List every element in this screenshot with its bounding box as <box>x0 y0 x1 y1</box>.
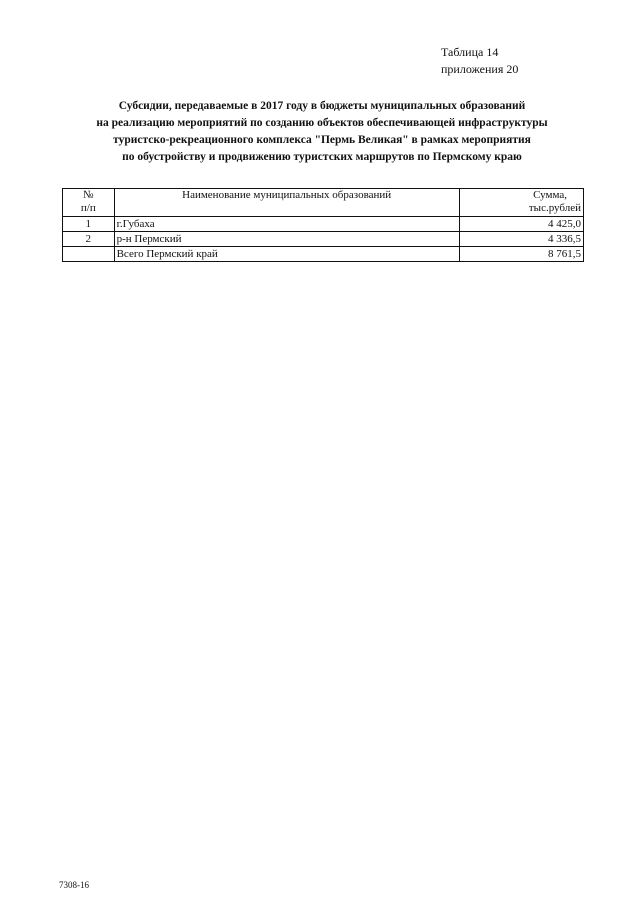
total-number <box>63 247 115 262</box>
appendix-reference <box>441 44 518 78</box>
table-header-row <box>63 189 584 217</box>
row-amount: 4 425,0 <box>459 217 583 232</box>
title-line: туристско-рекреационного комплекса "Пермь Великая" в рамках мероприятия <box>113 134 531 146</box>
title-line: по обустройству и продвижению туристских маршрутов по Пермскому краю <box>122 151 522 163</box>
document-code: 7308-16 <box>59 880 89 890</box>
row-number: 1 <box>63 217 115 232</box>
table-row <box>63 217 584 232</box>
table-total-row <box>63 247 584 262</box>
header-amount: Сумма, тыс.рублей <box>459 189 583 217</box>
subsidy-table <box>62 188 584 262</box>
title-line: Субсидии, передаваемые в 2017 году в бюджеты муниципальных образований <box>118 100 526 112</box>
total-amount: 8 761,5 <box>459 247 583 262</box>
table-number-label: Таблица 14 <box>441 45 499 59</box>
row-amount: 4 336,5 <box>459 232 583 247</box>
row-municipality: р-н Пермский <box>114 232 459 247</box>
table-row <box>63 232 584 247</box>
total-label: Всего Пермский край <box>114 247 459 262</box>
row-municipality: г.Губаха <box>114 217 459 232</box>
header-number: № п/п <box>63 189 115 217</box>
document-title <box>60 98 584 166</box>
row-number: 2 <box>63 232 115 247</box>
header-municipality-name: Наименование муниципальных образований <box>114 189 459 217</box>
title-line: на реализацию мероприятий по созданию объектов обеспечивающей инфраструктуры <box>96 117 548 129</box>
appendix-number-label: приложения 20 <box>441 62 519 76</box>
